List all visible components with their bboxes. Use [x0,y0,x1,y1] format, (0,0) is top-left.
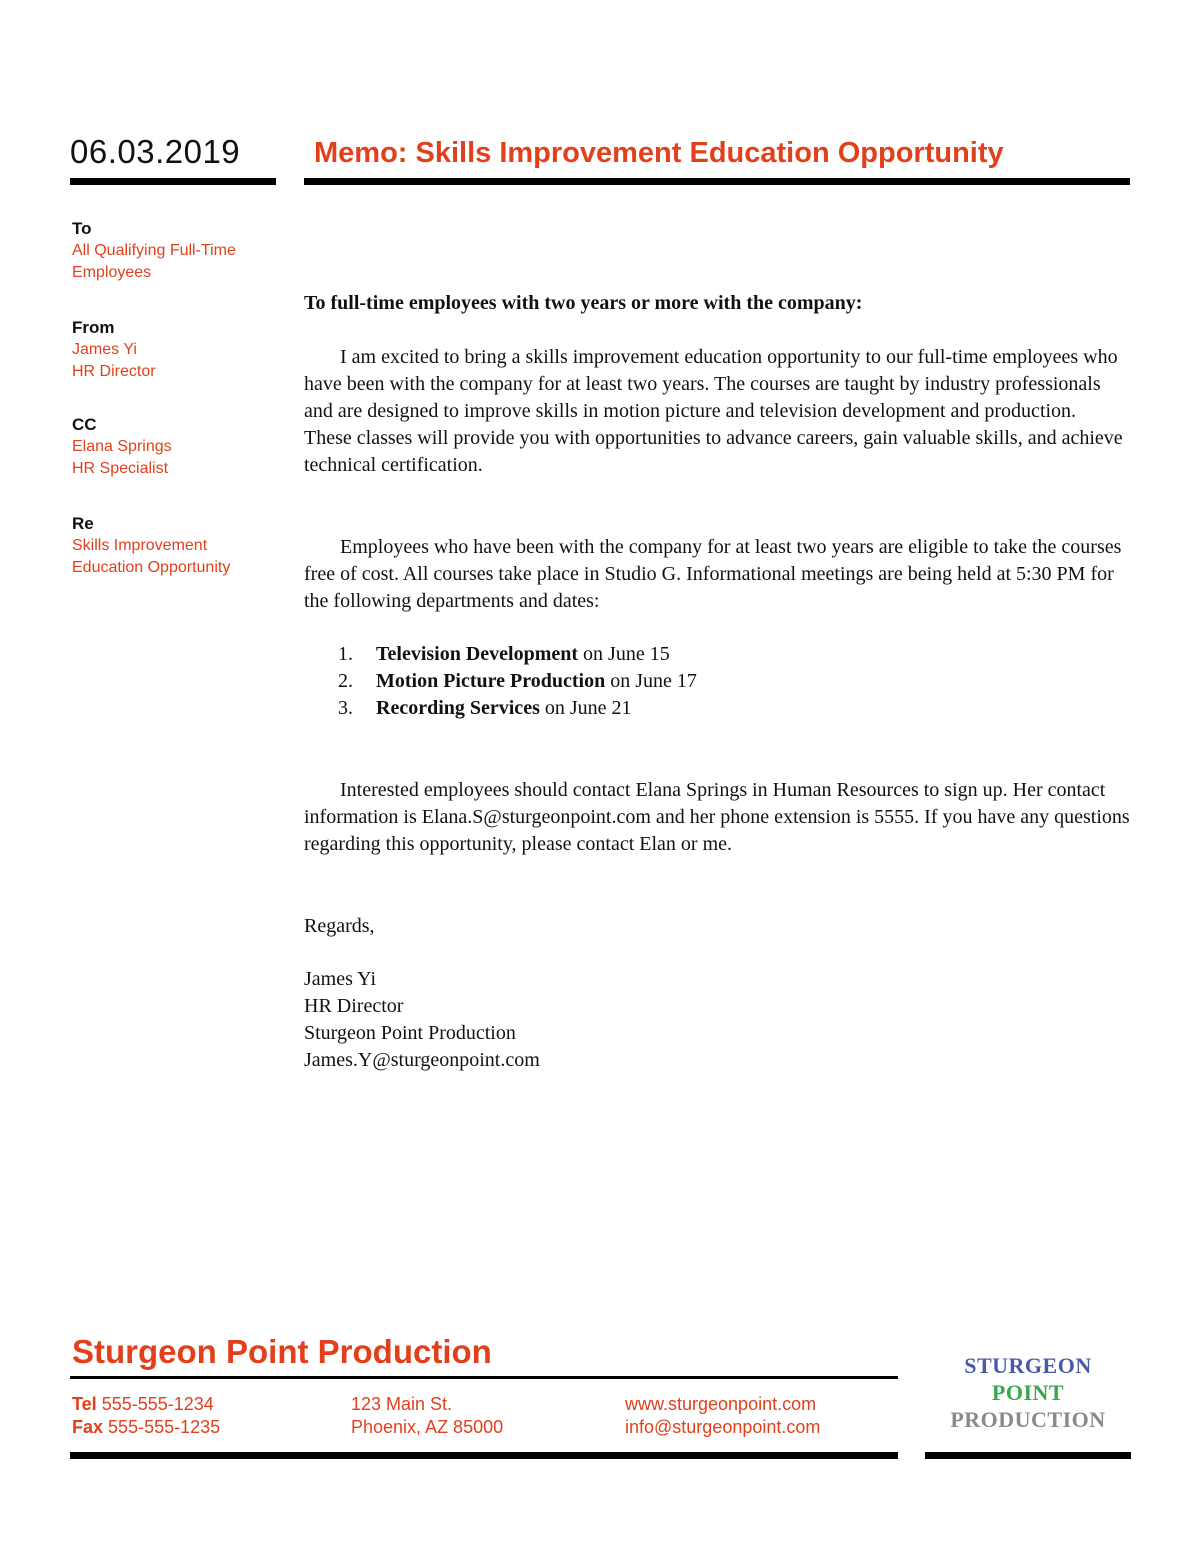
logo-line1: STURGEON [964,1353,1092,1378]
list-item [304,641,1124,668]
department-name: Television Development [376,643,579,665]
sidebar-cc [72,414,272,480]
re-value-line1: Skills Improvement [72,537,208,554]
from-value-line1: James Yi [72,341,137,358]
footer-company-name: Sturgeon Point Production [72,1333,492,1370]
signature-block [304,966,1134,1074]
department-name: Motion Picture Production [376,670,606,692]
to-value-line2: Employees [72,264,152,281]
department-name: Recording Services [376,697,540,719]
cc-label: CC [72,415,97,434]
fax-label: Fax [72,1417,104,1437]
cc-value-line2: HR Specialist [72,460,169,477]
re-label: Re [72,514,94,533]
footer-address-block [351,1393,503,1439]
department-date: on June 15 [583,643,670,665]
cc-value-line1: Elana Springs [72,438,172,455]
logo-line2: POINT [991,1380,1065,1405]
tel-value: 555-555-1234 [101,1394,214,1414]
list-item-number: 1. [338,643,353,665]
from-label: From [72,318,115,337]
fax-value: 555-555-1235 [108,1417,221,1437]
website-link[interactable]: www.sturgeonpoint.com [625,1394,817,1414]
address-line1: 123 Main St. [351,1394,453,1414]
sidebar-from [72,317,272,383]
body-paragraph-2: Employees who have been with the company for at least two years are eligible to take the courses free of cost. All courses take place in Studio G. Informational meetings are being held at 5:30 PM for the following departments and dates: [304,536,1122,612]
list-item [304,695,1124,722]
sidebar-to [72,218,272,284]
department-date: on June 21 [544,697,632,719]
company-logo [928,1352,1128,1433]
body-paragraph-1: I am excited to bring a skills improvement education opportunity to our full-time employees who have been with the company for at least two years. The courses are taught by industry professionals and are designed to improve skills in motion picture and television development and production. These classes will provide you with opportunities to advance careers, gain valuable skills, and achieve technical certification. [304,346,1123,476]
sidebar-re [72,513,272,579]
department-list [304,641,1124,722]
email-link[interactable]: info@sturgeonpoint.com [625,1417,821,1437]
signature-email: James.Y@sturgeonpoint.com [304,1049,540,1071]
signature-name: James Yi [304,968,377,990]
footer-phone-block [72,1393,220,1439]
memo-title: Memo: Skills Improvement Education Opportunity [314,137,1004,169]
department-date: on June 17 [610,670,697,692]
date-underline [70,178,276,185]
closing: Regards, [304,915,375,937]
from-value-line2: HR Director [72,363,156,380]
body-paragraph-3: Interested employees should contact Elana Springs in Human Resources to sign up. Her contact information is Elana.S@sturgeonpoint.com and her phone extension is 5555. If you have any questions regarding this opportunity, please contact Elan or me. [304,779,1130,855]
re-value-line2: Education Opportunity [72,559,231,576]
to-value-line1: All Qualifying Full-Time [72,242,236,259]
title-underline [304,178,1130,185]
to-label: To [72,219,92,238]
footer-top-rule [70,1376,898,1379]
salutation: To full-time employees with two years or more with the company: [304,292,863,314]
signature-role: HR Director [304,995,404,1017]
logo-bottom-rule [925,1452,1131,1459]
list-item-number: 2. [338,670,353,692]
address-line2: Phoenix, AZ 85000 [351,1417,504,1437]
signature-company: Sturgeon Point Production [304,1022,516,1044]
memo-date: 06.03.2019 [70,133,241,170]
footer-bottom-rule [70,1452,898,1459]
list-item [304,668,1124,695]
tel-label: Tel [72,1394,97,1414]
footer-web-block [625,1393,820,1439]
list-item-number: 3. [338,697,353,719]
logo-line3: PRODUCTION [950,1407,1106,1432]
